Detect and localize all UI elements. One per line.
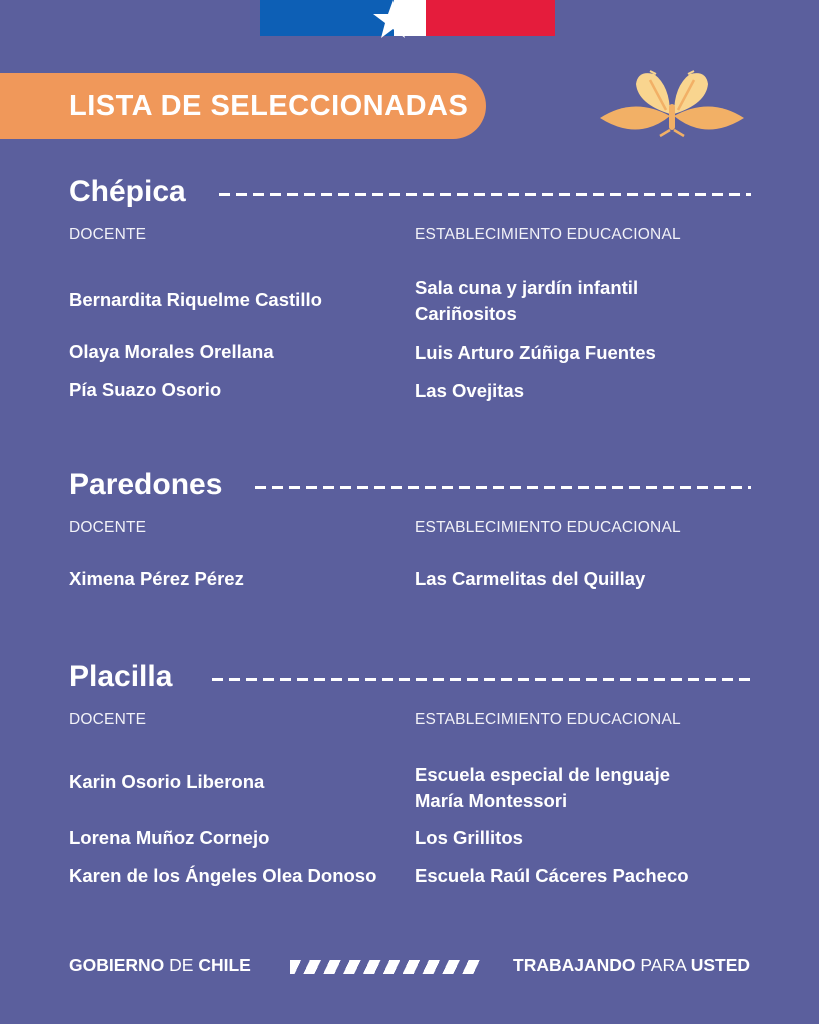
- docente-name: Pía Suazo Osorio: [69, 379, 222, 400]
- establecimiento-name: Las Carmelitas del Quillay: [415, 568, 646, 589]
- establecimiento-name: Las Ovejitas: [415, 380, 525, 401]
- section-title: Paredones: [69, 468, 223, 501]
- establecimiento-name: Luis Arturo Zúñiga Fuentes: [415, 342, 656, 363]
- docente-name: Karin Osorio Liberona: [69, 771, 265, 792]
- chile-flag: [260, 0, 555, 36]
- column-header-docente: DOCENTE: [69, 711, 147, 728]
- footer-word: DE: [169, 955, 194, 975]
- section-title: Chépica: [69, 175, 186, 208]
- footer-trabajando-para-usted: [513, 955, 750, 976]
- dashed-divider: [255, 486, 751, 489]
- column-header-establecimiento: ESTABLECIMIENTO EDUCACIONAL: [415, 519, 681, 536]
- butterfly-logo-icon: [594, 70, 750, 140]
- establecimiento-name: Los Grillitos: [415, 827, 523, 848]
- docente-name: Olaya Morales Orellana: [69, 341, 274, 362]
- section-header: [69, 465, 751, 505]
- section-paredones: [69, 465, 751, 589]
- establecimiento-line: Escuela especial de lenguaje: [415, 764, 671, 785]
- section-header: [69, 657, 751, 697]
- footer-stripes: [290, 960, 482, 974]
- establecimiento-name: [415, 275, 638, 327]
- establecimiento-name: [415, 762, 670, 814]
- dashed-divider: [212, 678, 751, 681]
- section-chepica: [69, 172, 751, 401]
- star-icon: [370, 0, 416, 40]
- docente-name: Lorena Muñoz Cornejo: [69, 827, 270, 848]
- page-title: LISTA DE SELECCIONADAS: [69, 89, 469, 122]
- flag-red-field: [426, 0, 555, 36]
- dashed-divider: [219, 193, 751, 196]
- footer-word: GOBIERNO: [69, 955, 165, 975]
- footer-gobierno-de-chile: [69, 955, 251, 976]
- establecimiento-line: Cariñositos: [415, 303, 517, 324]
- footer-word: PARA: [640, 955, 686, 975]
- column-header-establecimiento: ESTABLECIMIENTO EDUCACIONAL: [415, 711, 681, 728]
- column-header-docente: DOCENTE: [69, 519, 147, 536]
- footer-word: CHILE: [198, 955, 251, 975]
- establecimiento-line: Sala cuna y jardín infantil: [415, 277, 639, 298]
- section-header: [69, 172, 751, 212]
- footer: [0, 955, 819, 979]
- footer-word: USTED: [690, 955, 750, 975]
- footer-word: TRABAJANDO: [513, 955, 636, 975]
- establecimiento-name: Escuela Raúl Cáceres Pacheco: [415, 865, 689, 886]
- docente-name: Ximena Pérez Pérez: [69, 568, 244, 589]
- column-header-docente: DOCENTE: [69, 226, 147, 243]
- section-title: Placilla: [69, 660, 173, 693]
- docente-name: Bernardita Riquelme Castillo: [69, 289, 322, 310]
- section-placilla: [69, 657, 751, 886]
- establecimiento-line: María Montessori: [415, 790, 568, 811]
- column-header-establecimiento: ESTABLECIMIENTO EDUCACIONAL: [415, 226, 681, 243]
- title-banner: [0, 73, 486, 139]
- docente-name: Karen de los Ángeles Olea Donoso: [69, 865, 377, 886]
